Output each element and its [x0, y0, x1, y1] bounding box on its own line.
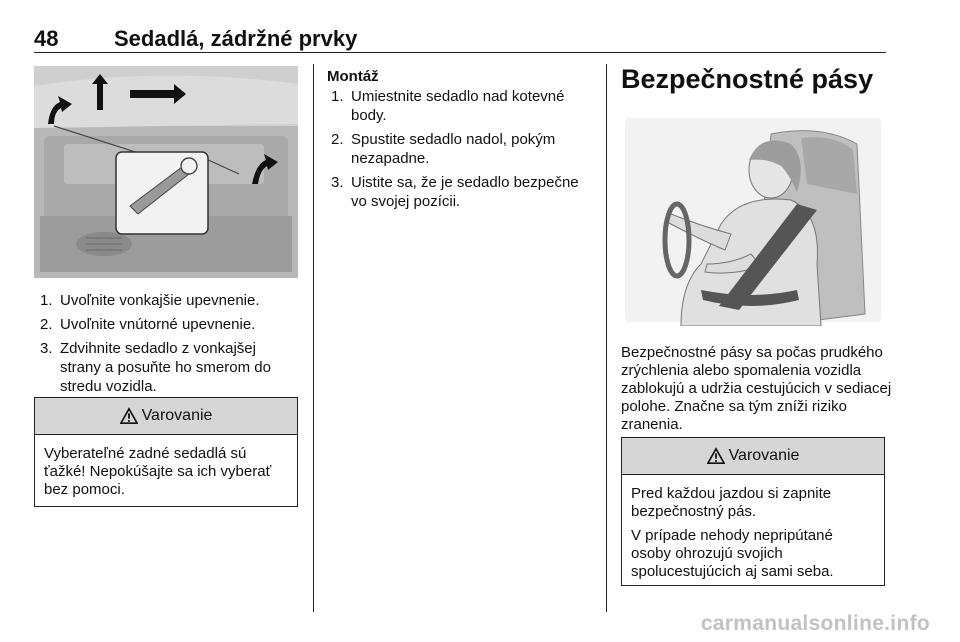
list-item: 2. Spustite sedadlo nadol, pokým nezapadne.: [331, 131, 556, 167]
warning-box-seatbelts: [621, 437, 885, 586]
assembly-heading: Montáž: [327, 68, 379, 85]
seat-removal-figure: [34, 66, 298, 278]
page-number: 48: [34, 26, 59, 51]
section-title: Bezpečnostné pásy: [621, 64, 874, 94]
warning-text: Vyberateľné zadné sedadlá sú ťažké! Nepokúšajte sa ich vyberať bez pomoci.: [44, 445, 272, 498]
warning-triangle-icon: [707, 447, 725, 465]
list-item: 2. Uvoľnite vnútorné upevnenie.: [40, 316, 256, 333]
watermark: carmanualsonline.info: [700, 612, 930, 635]
warning-triangle-icon: [120, 407, 138, 425]
warning-text: Pred každou jazdou si zapnite bezpečnostný pás.: [631, 485, 832, 520]
list-item: 3. Uistite sa, že je sedadlo bezpečne vo svojej pozícii.: [331, 174, 579, 210]
column-divider-left: [313, 64, 314, 612]
removal-steps-list: [36, 291, 300, 401]
warning-text: V prípade nehody nepripútané osoby ohrozujú svojich spolucestujúcich aj sami seba.: [631, 527, 834, 580]
seatbelt-paragraph: Bezpečnostné pásy sa počas prudkého zrýchlenia alebo spomalenia vozidla zablokujú a udržia cestujúcich v sediacej polohe. Značne sa tým zníži riziko zranenia.: [621, 344, 892, 433]
warning-header: [35, 398, 297, 435]
warning-title: Varovanie: [141, 407, 213, 424]
seatbelt-figure: [621, 114, 885, 326]
list-item: 1. Umiestnite sedadlo nad kotevné body.: [331, 88, 565, 124]
column-divider-right: [606, 64, 607, 612]
header-rule: [34, 52, 886, 53]
list-item: 3. Zdvihnite sedadlo z vonkajšej strany a posuňte ho smerom do stredu vozidla.: [40, 340, 271, 395]
warning-box-seats: [34, 397, 298, 507]
list-item: 1. Uvoľnite vonkajšie upevnenie.: [40, 292, 260, 309]
warning-title: Varovanie: [728, 447, 800, 464]
assembly-steps-list: [327, 87, 597, 216]
chapter-title: Sedadlá, zádržné prvky: [114, 26, 358, 51]
warning-header: [622, 438, 884, 475]
